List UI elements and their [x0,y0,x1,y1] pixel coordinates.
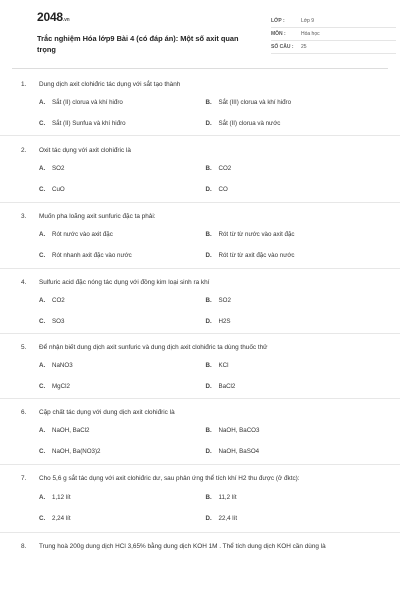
question-item [0,203,400,269]
answer-option[interactable] [206,362,373,369]
option-letter: B. [205,297,212,304]
question-text: Trung hoà 200g dung dịch HCl 3,65% bằng dung dịch KOH 1M . Thể tích dung dịch KOH cần dùng là [39,543,326,550]
option-letter: C. [39,318,46,325]
option-letter: C. [39,515,46,522]
question-stem [21,278,372,287]
meta-row [271,41,396,54]
options [39,494,372,522]
option-letter: D. [205,252,212,259]
question-text: Cặp chất tác dụng với dung dịch axit clohiđric là [39,409,175,416]
answer-option[interactable] [39,318,206,325]
answer-option[interactable] [206,165,373,172]
answer-option[interactable] [206,383,373,390]
question-stem [21,542,372,551]
option-row [39,362,372,369]
answer-option[interactable] [39,252,206,259]
answer-option[interactable] [206,252,373,259]
answer-option[interactable] [206,494,373,501]
option-text: Sắt (III) clorua và khí hiđro [218,99,292,106]
question-number: 4. [21,279,27,286]
question-item [0,465,400,533]
question-text: Oxit tác dụng với axit clohiđric là [39,147,131,154]
header-divider [12,68,388,69]
site-logo[interactable]: 2048.vn [37,10,70,24]
answer-option[interactable] [206,427,373,434]
answer-option[interactable] [39,165,206,172]
option-letter: D. [205,318,212,325]
option-text: Sắt (II) clorua và nước [218,120,281,127]
option-letter: B. [205,99,212,106]
option-letter: A. [39,165,46,172]
option-text: BaCl2 [218,383,236,390]
option-text: SO3 [52,318,65,325]
answer-option[interactable] [206,318,373,325]
question-item [0,269,400,334]
option-text: CO2 [52,297,65,304]
option-row [39,297,372,304]
option-text: 1,12 lít [52,494,71,501]
option-row [39,383,372,390]
option-letter: A. [39,427,46,434]
worksheet-header [16,0,384,68]
option-letter: C. [39,252,46,259]
option-text: CO [218,186,228,193]
option-letter: D. [205,515,212,522]
meta-label: LỚP : [271,18,285,24]
question-text: Để nhận biết dung dịch axit sunfuric và dung dịch axit clohiđric ta dùng thuốc thử [39,344,268,351]
answer-option[interactable] [39,297,206,304]
question-stem [21,212,372,221]
options [39,297,372,325]
question-number: 3. [21,213,27,220]
option-letter: D. [205,186,212,193]
option-row [39,252,372,259]
option-letter: B. [205,494,212,501]
option-letter: D. [205,448,212,455]
option-row [39,186,372,193]
option-text: Sắt (II) clorua và khí hiđro [52,99,123,106]
option-text: NaOH, Ba(NO3)2 [52,448,101,455]
question-list [0,74,400,551]
question-text: Cho 5,6 g sắt tác dụng với axit clohiđric dư, sau phản ứng thể tích khí H2 thu được (ở đktc): [39,475,300,482]
options [39,99,372,127]
option-text: CuO [52,186,65,193]
answer-option[interactable] [39,427,206,434]
option-text: 22,4 lít [218,515,238,522]
option-row [39,318,372,325]
answer-option[interactable] [39,383,206,390]
question-number: 8. [21,543,27,550]
option-letter: C. [39,448,46,455]
question-number: 6. [21,409,27,416]
answer-option[interactable] [206,297,373,304]
answer-option[interactable] [39,494,206,501]
meta-value: 25 [301,44,307,50]
question-text: Dung dịch axit clohiđric tác dụng với sắt tạo thành [39,81,181,88]
option-letter: D. [205,120,212,127]
option-row [39,165,372,172]
option-letter: B. [205,362,212,369]
options [39,362,372,390]
option-text: NaNO3 [52,362,73,369]
question-item [0,74,400,136]
option-text: NaOH, BaCO3 [218,427,260,434]
option-text: 11,2 lít [218,494,237,501]
option-letter: A. [39,99,46,106]
question-stem [21,408,372,417]
answer-option[interactable] [39,99,206,106]
option-row [39,231,372,238]
option-letter: B. [205,165,212,172]
options [39,165,372,193]
options [39,231,372,259]
option-text: Rót từ từ nước vào axit đặc [218,231,295,238]
answer-option[interactable] [39,186,206,193]
question-number: 5. [21,344,27,351]
option-letter: A. [39,494,46,501]
option-letter: B. [205,427,212,434]
answer-option[interactable] [39,362,206,369]
option-letter: C. [39,186,46,193]
worksheet-meta [271,15,396,54]
question-number: 2. [21,147,27,154]
meta-row [271,28,396,41]
answer-option[interactable] [206,515,373,522]
option-text: 2,24 lít [52,515,71,522]
question-stem [21,474,372,483]
option-text: SO2 [218,297,231,304]
option-row [39,120,372,127]
option-letter: A. [39,297,46,304]
question-number: 7. [21,475,27,482]
option-row [39,494,372,501]
option-letter: C. [39,120,46,127]
answer-option[interactable] [39,231,206,238]
answer-option[interactable] [206,120,373,127]
option-text: Rót nước vào axit đặc [52,231,113,238]
question-text: Muốn pha loãng axit sunfuric đặc ta phải: [39,213,156,220]
options [39,427,372,455]
answer-option[interactable] [206,186,373,193]
answer-option[interactable] [206,448,373,455]
meta-row [271,15,396,28]
question-item [0,533,400,551]
option-text: NaOH, BaCl2 [52,427,90,434]
option-text: Rót nhanh axit đặc vào nước [52,252,132,259]
option-row [39,427,372,434]
option-letter: A. [39,362,46,369]
question-text: Sulfuric acid đặc nóng tác dụng với đồng kim loại sinh ra khí [39,279,210,286]
question-item [0,334,400,399]
option-text: Rót từ từ axit đặc vào nước [218,252,295,259]
meta-value: Hóa học [301,31,320,37]
option-text: NaOH, BaSO4 [218,448,260,455]
option-text: MgCl2 [52,383,70,390]
option-text: KCl [218,362,229,369]
question-stem [21,343,372,352]
answer-option[interactable] [206,231,373,238]
answer-option[interactable] [39,120,206,127]
option-text: SO2 [52,165,65,172]
option-text: CO2 [218,165,232,172]
answer-option[interactable] [206,99,373,106]
option-row [39,515,372,522]
question-item [0,399,400,465]
meta-label: MÔN : [271,31,286,37]
answer-option[interactable] [39,448,206,455]
question-stem [21,80,372,89]
option-letter: A. [39,231,46,238]
answer-option[interactable] [39,515,206,522]
option-text: H2S [218,318,231,325]
option-row [39,448,372,455]
question-item [0,136,400,203]
meta-value: Lớp 9 [301,18,315,24]
option-letter: D. [205,383,212,390]
worksheet-title: Trắc nghiệm Hóa lớp9 Bài 4 (có đáp án): Một số axit quan trọng [37,34,239,54]
option-letter: B. [205,231,212,238]
option-text: Sắt (II) Sunfua và khí hiđro [52,120,126,127]
question-stem [21,146,372,155]
meta-label: SỐ CÂU : [271,44,294,50]
question-number: 1. [21,81,27,88]
option-letter: C. [39,383,46,390]
option-row [39,99,372,106]
